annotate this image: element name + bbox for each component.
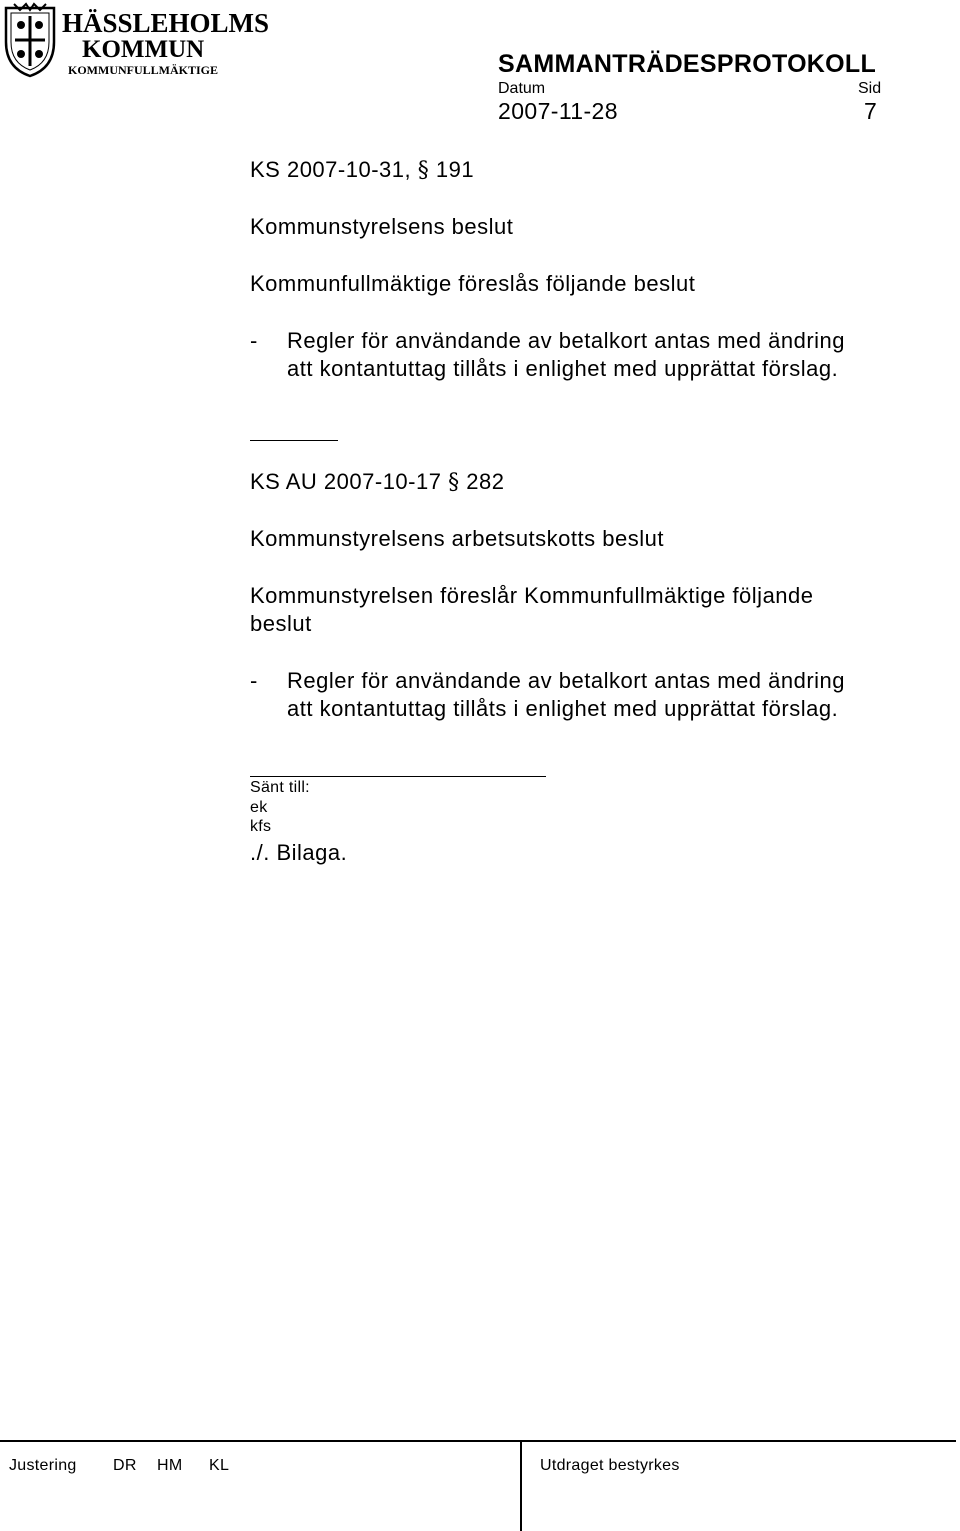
section2-intro-line2: beslut [250, 611, 312, 636]
section1-bullet-line2: att kontantuttag tillåts i enlighet med upprättat förslag. [287, 356, 839, 381]
section2-intro-line1: Kommunstyrelsen föreslår Kommunfullmäktige följande [250, 583, 814, 608]
distribution-divider [250, 776, 546, 777]
municipality-logo [2, 2, 270, 78]
section-divider [250, 440, 338, 441]
meeting-date: 2007-11-28 [498, 98, 618, 124]
justering-initials: KL [209, 1457, 230, 1474]
date-label: Datum [498, 80, 546, 97]
logo-line-2: KOMMUN [82, 36, 205, 63]
section2-bullet-dash: - [250, 668, 258, 693]
coat-of-arms-icon [6, 4, 54, 76]
section2-bullet-line1: Regler för användande av betalkort antas med ändring [287, 668, 846, 693]
section1-reference [250, 157, 474, 183]
sent-to-label: Sänt till: [250, 779, 310, 796]
section1-ref-text: KS 2007-10-31, [250, 157, 412, 182]
section1-bullet-line1: Regler för användande av betalkort antas med ändring [287, 328, 846, 353]
recipient-item: ek [250, 799, 268, 816]
justering-initials: HM [157, 1457, 183, 1474]
document-type: SAMMANTRÄDESPROTOKOLL [498, 50, 877, 78]
recipient-item: kfs [250, 818, 272, 835]
section2-reference [250, 469, 504, 495]
justering-label: Justering [9, 1457, 77, 1474]
section2-number: 282 [466, 469, 505, 494]
section2-heading: Kommunstyrelsens arbetsutskotts beslut [250, 526, 664, 551]
section2-bullet-line2: att kontantuttag tillåts i enlighet med upprättat förslag. [287, 696, 839, 721]
page-label: Sid [858, 80, 882, 97]
section1-number: 191 [435, 157, 475, 182]
page-number: 7 [864, 98, 877, 124]
justering-initials: DR [113, 1457, 137, 1474]
section2-ref-text: KS AU 2007-10-17 [250, 469, 442, 494]
section1-intro: Kommunfullmäktige föreslås följande beslut [250, 271, 696, 296]
footer-rule [0, 1440, 956, 1442]
logo-line-3: KOMMUNFULLMÄKTIGE [68, 63, 218, 77]
certified-label: Utdraget bestyrkes [540, 1457, 680, 1474]
section-symbol: § [417, 158, 430, 183]
attachment-note: ./. Bilaga. [250, 840, 348, 865]
section1-bullet-dash: - [250, 328, 258, 353]
footer-divider [520, 1440, 522, 1531]
logo-line-1: HÄSSLEHOLMS [62, 8, 270, 38]
section1-heading: Kommunstyrelsens beslut [250, 214, 514, 239]
section-symbol: § [448, 470, 460, 495]
